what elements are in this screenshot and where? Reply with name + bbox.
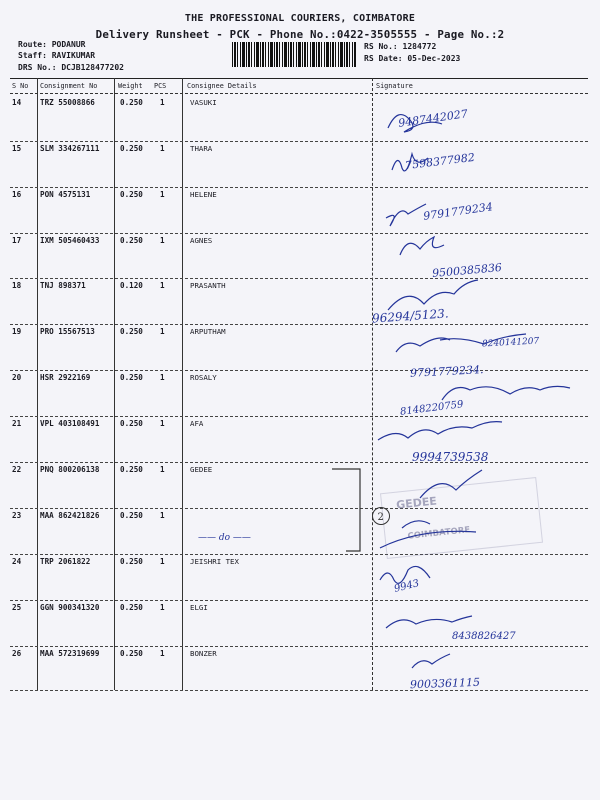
cell-consignee: ROSALY [190, 373, 217, 382]
cell-sno: 25 [12, 603, 22, 612]
staff-label: Staff: [18, 51, 47, 60]
signature-number: 8148220759 [399, 399, 465, 418]
cell-weight: 0.250 [120, 190, 143, 199]
cell-consignment-no: TRP 2061822 [40, 557, 91, 566]
cell-weight: 0.250 [120, 98, 143, 107]
cell-sno: 24 [12, 557, 22, 566]
cell-pcs: 1 [160, 557, 165, 566]
cell-consignment-no: TNJ 898371 [40, 281, 86, 290]
signature-number: 8240141207 [481, 336, 540, 350]
column-header-weight: Weight [118, 82, 143, 90]
cell-consignee: GEDEE [190, 465, 213, 474]
cell-sno: 20 [12, 373, 22, 382]
cell-consignment-no: MAA 572319699 [40, 649, 100, 658]
cell-consignee: AGNES [190, 236, 213, 245]
signature-stroke [386, 616, 472, 628]
cell-pcs: 1 [160, 98, 165, 107]
rs-no-value: 1284772 [402, 42, 437, 51]
signature-stroke [396, 334, 526, 352]
signature-stroke [392, 154, 428, 171]
cell-consignee: JEISHRI TEX [190, 557, 239, 566]
cell-consignee: HELENE [190, 190, 217, 199]
cell-weight: 0.250 [120, 511, 143, 520]
cell-consignment-no: PON 4575131 [40, 190, 91, 199]
signature-number: 9500385836 [431, 260, 503, 281]
cell-consignment-no: SLM 334267111 [40, 144, 100, 153]
cell-pcs: 1 [160, 465, 165, 474]
signature-stroke [442, 386, 570, 400]
signature-stroke [412, 654, 450, 668]
cell-weight: 0.250 [120, 603, 143, 612]
cell-sno: 17 [12, 236, 22, 245]
cell-consignee: BONZER [190, 649, 217, 658]
cell-pcs: 1 [160, 373, 165, 382]
cell-pcs: 1 [160, 419, 165, 428]
cell-pcs: 1 [160, 144, 165, 153]
company-title: THE PROFESSIONAL COURIERS, COIMBATORE [184, 13, 416, 24]
cell-consignee: THARA [190, 144, 213, 153]
cell-pcs: 1 [160, 190, 165, 199]
cell-pcs: 1 [160, 603, 165, 612]
cell-sno: 19 [12, 327, 22, 336]
staff-value: RAVIKUMAR [51, 51, 96, 60]
cell-weight: 0.250 [120, 236, 143, 245]
signature-number: 9994739538 [412, 450, 489, 464]
route-value: PODANUR [51, 40, 86, 49]
cell-pcs: 1 [160, 281, 165, 290]
runsheet-title: Delivery Runsheet - PCK - Phone No.:0422-3505555 - Page No.:2 [95, 28, 505, 41]
cell-consignment-no: PNQ 800206138 [40, 465, 100, 474]
cell-consignee: VASUKI [190, 98, 217, 107]
stamp-company-text: GEDEE [395, 494, 438, 512]
signature-number: 9487442027 [397, 107, 469, 130]
cell-sno: 16 [12, 190, 22, 199]
signature-stroke [378, 422, 502, 440]
cell-sno: 22 [12, 465, 22, 474]
cell-sno: 26 [12, 649, 22, 658]
cell-sno: 18 [12, 281, 22, 290]
cell-consignment-no: PRO 15567513 [40, 327, 95, 336]
cell-consignee: ARPUTHAM [190, 327, 226, 336]
column-header-consignment: Consignment No [40, 82, 98, 90]
signature-number: 9791779234. [409, 363, 484, 380]
cell-consignment-no: HSR 2922169 [40, 373, 91, 382]
signature-number: 9003361115 [409, 675, 481, 692]
cell-consignee: AFA [190, 419, 204, 428]
signature-number: 8438826427 [452, 631, 516, 642]
signature-stroke [402, 470, 482, 528]
cell-sno: 15 [12, 144, 22, 153]
signature-stroke [400, 237, 444, 255]
cell-consignment-no: TRZ 55008866 [40, 98, 95, 107]
signature-stroke [380, 531, 476, 548]
drs-label: DRS No.: [18, 63, 57, 72]
cell-weight: 0.250 [120, 419, 143, 428]
svg-text:2: 2 [377, 512, 384, 523]
cell-consignee: PRASANTH [190, 281, 226, 290]
cell-weight: 0.250 [120, 649, 143, 658]
cell-pcs: 1 [160, 511, 165, 520]
column-header-consignee: Consignee Details [187, 82, 257, 90]
signature-stroke [388, 115, 442, 132]
cell-weight: 0.250 [120, 144, 143, 153]
column-header-signature: Signature [376, 82, 413, 90]
cell-sno: 14 [12, 98, 22, 107]
rs-no-label: RS No.: [364, 42, 398, 51]
column-header-pcs: PCS [154, 82, 167, 90]
rs-date-label: RS Date: [364, 54, 403, 63]
cell-weight: 0.250 [120, 465, 143, 474]
cell-pcs: 1 [160, 327, 165, 336]
cell-weight: 0.250 [120, 557, 143, 566]
cell-weight: 0.250 [120, 327, 143, 336]
signature-number: 9943 [393, 578, 421, 595]
cell-weight: 0.250 [120, 373, 143, 382]
cell-consignee: ELGI [190, 603, 208, 612]
signature-number: 7598377982 [404, 150, 476, 173]
signature-number: 96294/5123. [371, 306, 449, 326]
signature-stroke [386, 204, 426, 226]
route-label: Route: [18, 40, 47, 49]
signature-stroke [388, 280, 478, 310]
cell-consignment-no: IXM 505460433 [40, 236, 100, 245]
signature-stroke [380, 566, 430, 583]
drs-value: DCJB128477202 [61, 63, 124, 72]
rs-date-value: 05-Dec-2023 [407, 54, 461, 63]
ditto-mark: —— do —— [198, 533, 251, 543]
signature-number: 9791779234 [422, 200, 494, 223]
cell-sno: 23 [12, 511, 22, 520]
cell-consignment-no: VPL 403108491 [40, 419, 100, 428]
column-header-sno: S No [12, 82, 29, 90]
cell-pcs: 1 [160, 236, 165, 245]
cell-consignment-no: MAA 862421826 [40, 511, 100, 520]
stamp-city-text: COIMBATORE [407, 525, 471, 542]
cell-consignment-no: GGN 900341320 [40, 603, 100, 612]
cell-weight: 0.120 [120, 281, 143, 290]
cell-pcs: 1 [160, 649, 165, 658]
cell-sno: 21 [12, 419, 22, 428]
